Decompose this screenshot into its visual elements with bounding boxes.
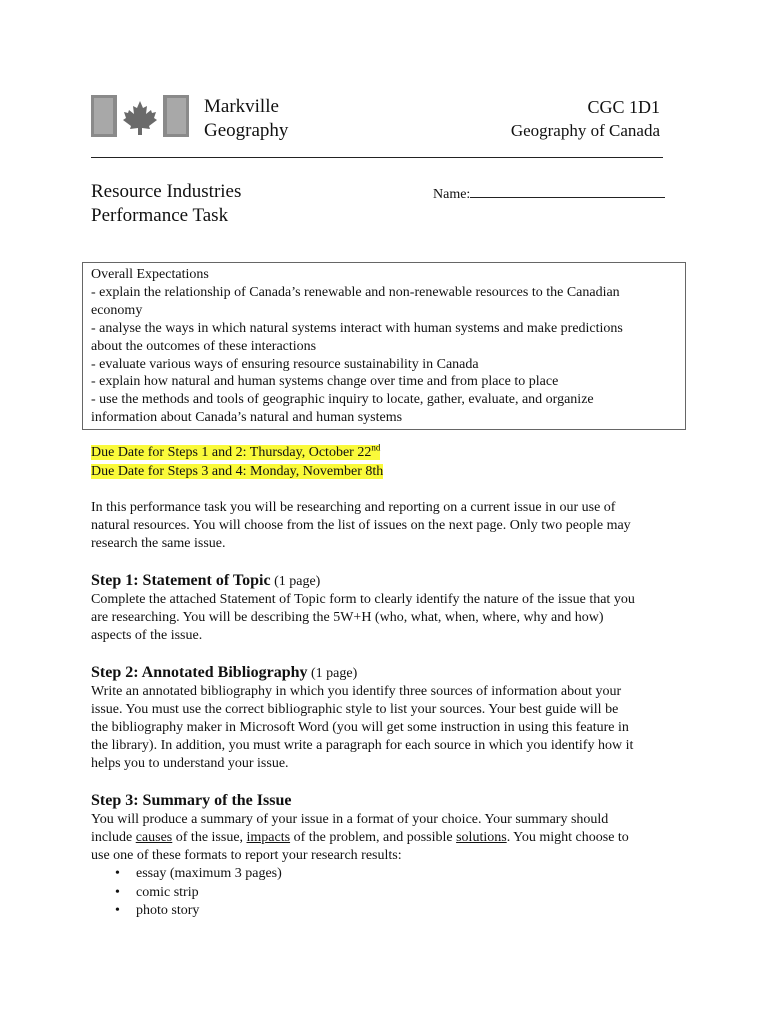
list-item: • essay (maximum 3 pages) xyxy=(91,865,282,884)
bullet-icon: • xyxy=(115,884,120,900)
impacts-underlined: impacts xyxy=(246,830,291,845)
list-item: • photo story xyxy=(91,902,282,921)
course-info xyxy=(511,95,660,143)
bullet-icon: • xyxy=(115,866,120,881)
course-name: Geography of Canada xyxy=(510,121,660,140)
school-line-2: Geography xyxy=(204,120,289,141)
expectation-line: - evaluate various ways of ensuring resource sustainability in Canada xyxy=(91,356,479,372)
step-2-heading: Step 2: Annotated Bibliography (1 page) xyxy=(91,664,358,681)
step-3-paragraph: You will produce a summary of your issue in a format of your choice. Your summary should include causes of the issue, impacts of the problem, and possible solutions. You might choose to use one of these formats to report your research results: xyxy=(91,812,629,863)
expectation-line: - explain how natural and human systems change over time and from place to place xyxy=(91,374,559,390)
expectation-line: - explain the relationship of Canada’s renewable and non-renewable resources to the Canadian xyxy=(91,284,620,300)
expectations-heading: Overall Expectations xyxy=(91,267,209,282)
step-1-paragraph: Complete the attached Statement of Topic form to clearly identify the nature of the issue that you are researching. You will be describing the 5W+H (who, what, when, where, why and how) aspects of the issue. xyxy=(91,592,635,643)
name-field[interactable] xyxy=(433,185,665,203)
expectation-line: economy xyxy=(91,302,143,318)
step-1-heading: Step 1: Statement of Topic (1 page) xyxy=(91,572,321,589)
list-item: • comic strip xyxy=(91,884,282,903)
school-line-1: Markville xyxy=(204,96,279,117)
header-divider xyxy=(91,157,663,158)
document-title xyxy=(91,180,241,228)
expectation-line: - use the methods and tools of geographic inquiry to locate, gather, evaluate, and organize xyxy=(91,392,594,408)
name-label: Name: xyxy=(433,187,471,202)
course-code: CGC 1D1 xyxy=(587,97,660,117)
step-3-heading: Step 3: Summary of the Issue xyxy=(91,792,292,809)
title-line-1: Resource Industries xyxy=(91,181,242,202)
school-name xyxy=(204,95,288,143)
canada-flag-logo xyxy=(91,95,189,137)
overall-expectations-box xyxy=(82,262,686,430)
due-date-steps-3-4: Due Date for Steps 3 and 4: Monday, November 8th xyxy=(91,464,384,479)
causes-underlined: causes xyxy=(135,830,173,845)
expectation-line: about the outcomes of these interactions xyxy=(91,338,317,354)
expectation-line: information about Canada’s natural and human systems xyxy=(91,410,403,426)
bullet-icon: • xyxy=(115,903,120,919)
name-blank-line[interactable] xyxy=(470,185,665,198)
expectation-line: - analyse the ways in which natural systems interact with human systems and make predictions xyxy=(91,320,623,336)
title-line-2: Performance Task xyxy=(91,205,229,226)
format-list xyxy=(91,865,282,921)
solutions-underlined: solutions xyxy=(456,830,507,845)
intro-paragraph: In this performance task you will be researching and reporting on a current issue in our use of natural resources. You will choose from the list of issues on the next page. Only two people may research the same issue. xyxy=(91,500,631,551)
step-2-paragraph: Write an annotated bibliography in which you identify three sources of information about your issue. You must use the correct bibliographic style to list your sources. Your best guide will be the bibliography maker in Microsoft Word (you will get some instruction in using this feature in the library). In addition, you must write a paragraph for each source in which you identify how it helps you to understand your issue. xyxy=(91,684,634,771)
due-date-steps-1-2: Due Date for Steps 1 and 2: Thursday, October 22nd xyxy=(91,442,381,460)
due-dates xyxy=(91,443,383,481)
